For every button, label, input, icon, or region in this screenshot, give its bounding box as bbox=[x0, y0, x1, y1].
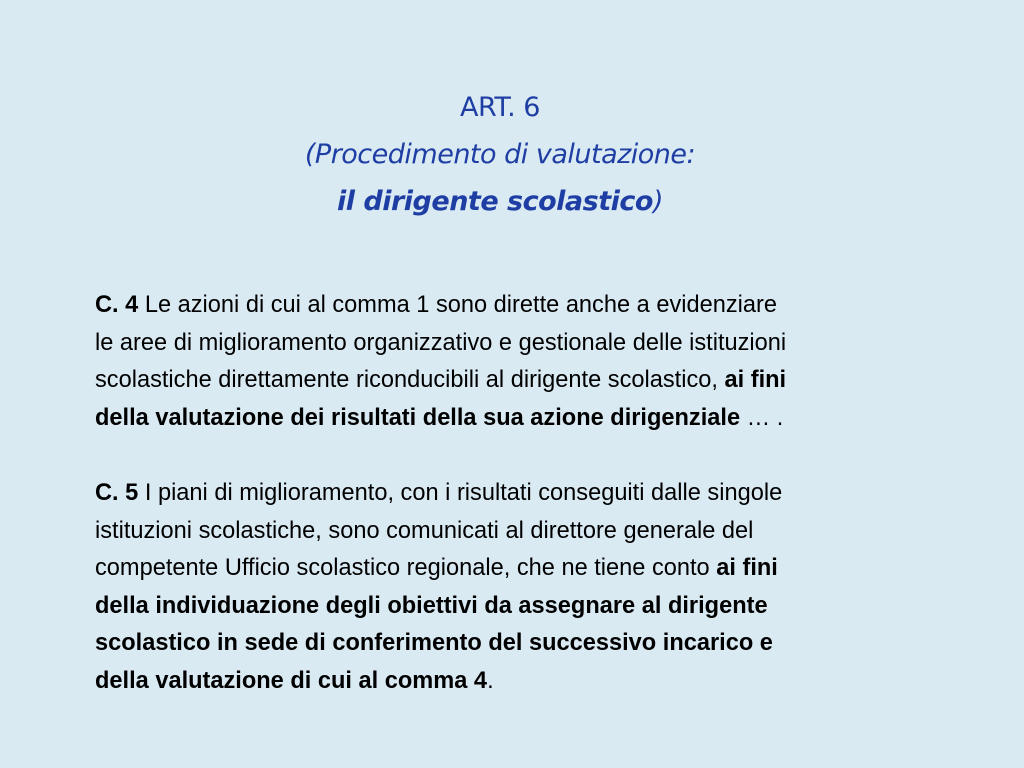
bold-text: C. 4 bbox=[95, 292, 139, 318]
slide-body bbox=[95, 287, 1024, 701]
article-subtitle: (Procedimento di valutazione: bbox=[304, 139, 696, 170]
article-subject-bold: il dirigente scolastico bbox=[337, 186, 653, 217]
bold-text: ai fini bbox=[716, 555, 778, 582]
bold-text: ai fini bbox=[724, 367, 787, 394]
text: . bbox=[487, 667, 494, 694]
article-number: ART. 6 bbox=[460, 92, 540, 123]
paragraph bbox=[95, 287, 1024, 437]
article-subject bbox=[0, 178, 1000, 225]
bold-text: della valutazione dei risultati della sua azione dirigenziale bbox=[95, 404, 741, 431]
text: competente Ufficio scolastico regionale, che ne tiene conto bbox=[95, 555, 717, 582]
text-line bbox=[95, 588, 1024, 626]
text: … . bbox=[740, 404, 784, 431]
text-line bbox=[95, 663, 1024, 701]
text: le aree di miglioramento organizzativo e gestionale delle istituzioni bbox=[95, 329, 787, 356]
bold-text: C. 5 bbox=[95, 479, 139, 506]
text-line bbox=[95, 513, 1024, 551]
text: istituzioni scolastiche, sono comunicati al direttore generale del bbox=[95, 517, 754, 544]
text-line bbox=[95, 325, 1024, 363]
text-line bbox=[95, 362, 1024, 400]
text-line bbox=[95, 287, 1024, 325]
text-line bbox=[95, 550, 1024, 588]
text: Le azioni di cui al comma 1 sono dirette anche a evidenziare bbox=[138, 292, 777, 318]
text: scolastiche direttamente riconducibili al dirigente scolastico, bbox=[95, 367, 725, 394]
article-subject-close: ) bbox=[652, 186, 663, 217]
text-line bbox=[95, 625, 1024, 663]
text-line bbox=[95, 400, 1024, 438]
bold-text: della valutazione di cui al comma 4 bbox=[95, 667, 488, 694]
slide-title bbox=[0, 84, 1000, 225]
text: I piani di miglioramento, con i risultati conseguiti dalle singole bbox=[138, 479, 783, 506]
paragraph bbox=[95, 475, 1024, 701]
bold-text: scolastico in sede di conferimento del successivo incarico e bbox=[95, 630, 773, 657]
bold-text: della individuazione degli obiettivi da assegnare al dirigente bbox=[95, 592, 768, 619]
text-line bbox=[95, 475, 1024, 513]
